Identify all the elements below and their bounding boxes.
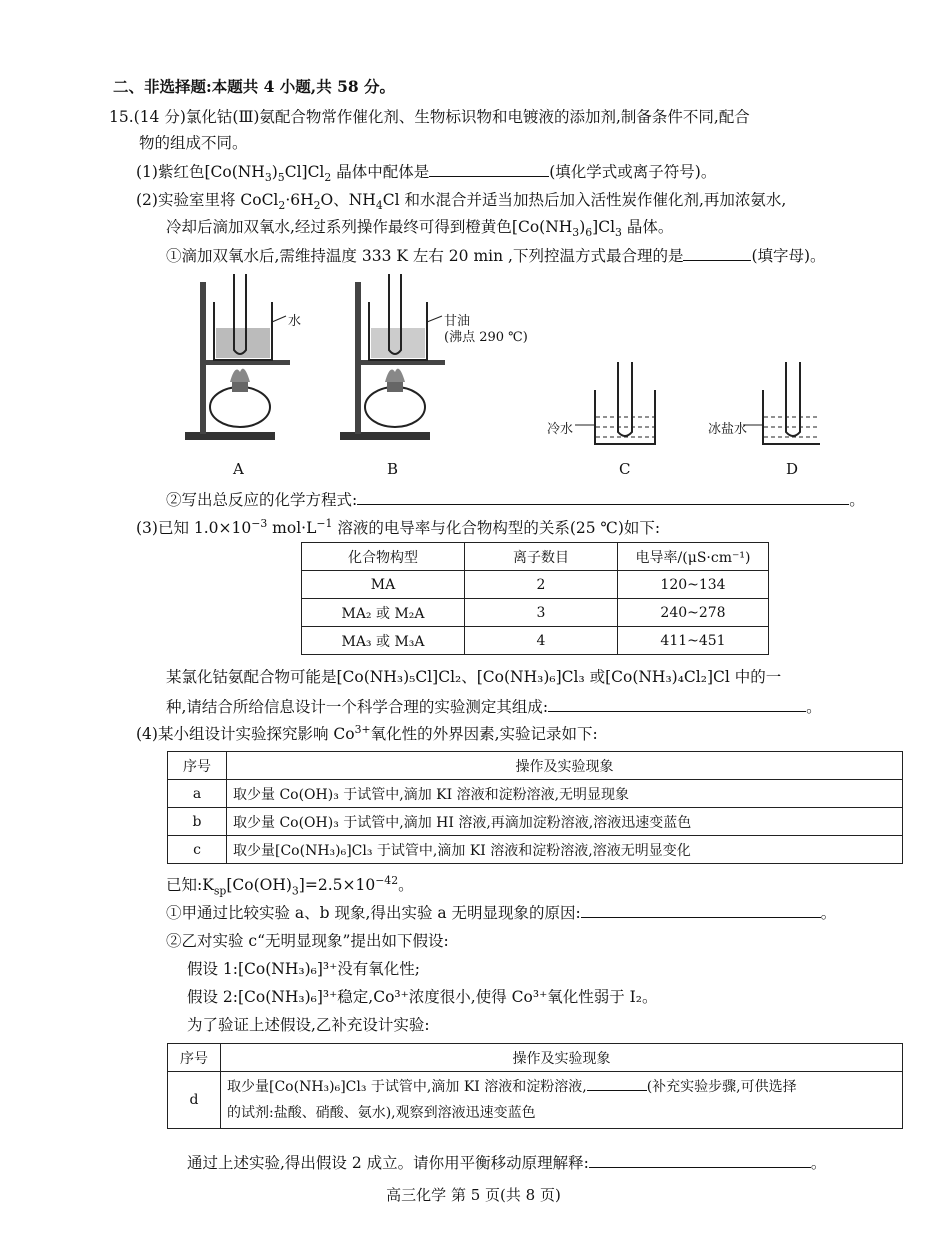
apparatus-a bbox=[185, 274, 290, 440]
table1-header: 电导率/(μS·cm⁻¹) bbox=[618, 543, 769, 571]
q15-part3-intro: (3)已知 $1.0\times 10^{-3}$ $mol\cdot L^{-1}$ 溶液的电导率与化合物构型的关系(25 ℃)如下: bbox=[136, 517, 661, 538]
option-c: C bbox=[619, 460, 631, 478]
q15-part4-q2: ②乙对实验 c“无明显现象”提出如下假设: bbox=[166, 932, 449, 950]
label-cold-water: 冷水 bbox=[547, 422, 574, 437]
q15-part2-line2: 冷却后滴加双氧水,经过系列操作最终可得到橙黄色$[Co(NH_3)_6]Cl_3$ 晶体。 bbox=[166, 218, 674, 240]
table1-cell: MA₃ 或 M₃A bbox=[302, 627, 465, 655]
supplement-table bbox=[167, 1043, 903, 1129]
section-title: 二、非选择题:本题共 4 小题,共 58 分。 bbox=[113, 77, 396, 96]
apparatus-c bbox=[575, 362, 655, 444]
option-d: D bbox=[786, 460, 799, 478]
table2-cell: 取少量 Co(OH)₃ 于试管中,滴加 KI 溶液和淀粉溶液,无明显现象 bbox=[227, 780, 903, 808]
table3-cell: d bbox=[168, 1072, 221, 1129]
q15-intro-line1: 15.(14 分)氯化钴(Ⅲ)氨配合物常作催化剂、生物标识物和电镀液的添加剂,制备条件不同,配合 bbox=[109, 108, 750, 126]
page-footer: 高三化学 第 5 页(共 8 页) bbox=[386, 1186, 561, 1204]
answer-blank-2-1[interactable] bbox=[683, 246, 751, 261]
q15-part2-q2: ②写出总反应的化学方程式: 。 bbox=[166, 491, 865, 509]
option-a: A bbox=[233, 460, 244, 478]
table2-cell: 取少量[Co(NH₃)₆]Cl₃ 于试管中,滴加 KI 溶液和淀粉溶液,溶液无明显变化 bbox=[227, 836, 903, 864]
q15-part4-intro: (4)某小组设计实验探究影响 $Co^{3+}$氧化性的外界因素,实验记录如下: bbox=[136, 723, 598, 744]
q15-part3-text2: 种,请结合所给信息设计一个科学合理的实验测定其组成: 。 bbox=[166, 698, 822, 716]
table3-header: 序号 bbox=[168, 1044, 221, 1072]
table1-cell: 411~451 bbox=[618, 627, 769, 655]
table2-cell: b bbox=[168, 808, 227, 836]
table2-header: 操作及实验现象 bbox=[227, 752, 903, 780]
hypothesis-1: 假设 1:[Co(NH₃)₆]³⁺没有氧化性; bbox=[187, 960, 421, 978]
answer-blank-4-2[interactable] bbox=[587, 1076, 647, 1091]
q15-part2-q1: ①滴加双氧水后,需维持温度 333 K 左右 20 min ,下列控温方式最合理的是 (填字母)。 bbox=[166, 247, 826, 265]
label-ice-salt-water: 冰盐水 bbox=[708, 422, 748, 437]
table2-cell: 取少量 Co(OH)₃ 于试管中,滴加 HI 溶液,再滴加淀粉溶液,溶液迅速变蓝色 bbox=[227, 808, 903, 836]
answer-blank-4-3[interactable] bbox=[589, 1153, 811, 1168]
table1-cell: 3 bbox=[465, 599, 618, 627]
hypothesis-2: 假设 2:[Co(NH₃)₆]³⁺稳定,Co³⁺浓度很小,使得 Co³⁺氧化性弱于 I₂。 bbox=[187, 988, 658, 1006]
q15-part1: (1)紫红色$[Co(NH_3)_5Cl]Cl_2$ 晶体中配体是 (填化学式或离子符号)。 bbox=[136, 163, 717, 185]
table1-cell: 120~134 bbox=[618, 571, 769, 599]
table1-header: 离子数目 bbox=[465, 543, 618, 571]
label-glycerol: 甘油 bbox=[444, 314, 471, 329]
answer-blank-3[interactable] bbox=[548, 697, 806, 712]
label-water: 水 bbox=[288, 314, 302, 329]
table3-header: 操作及实验现象 bbox=[221, 1044, 903, 1072]
answer-blank-1[interactable] bbox=[429, 162, 549, 177]
conductivity-table bbox=[301, 542, 769, 655]
table1-cell: MA bbox=[302, 571, 465, 599]
table1-header: 化合物构型 bbox=[302, 543, 465, 571]
experiment-table bbox=[167, 751, 903, 864]
ksp-given: 已知$:K_{sp}[Co(OH)_3]=2.5\times 10^{-42}$。 bbox=[166, 874, 414, 898]
q15-part2-line1: (2)实验室里将 $CoCl_2\cdot 6H_2O$、$NH_4Cl$ 和水混合并适当加热后加入活性炭作催化剂,再加浓氨水, bbox=[136, 191, 787, 213]
table1-cell: 2 bbox=[465, 571, 618, 599]
apparatus-figure bbox=[180, 272, 820, 482]
apparatus-d bbox=[743, 362, 820, 444]
option-b: B bbox=[387, 460, 399, 478]
label-boiling-point: (沸点 290 ℃) bbox=[444, 330, 528, 345]
table2-cell: c bbox=[168, 836, 227, 864]
table1-cell: 240~278 bbox=[618, 599, 769, 627]
table2-header: 序号 bbox=[168, 752, 227, 780]
table1-cell: MA₂ 或 M₂A bbox=[302, 599, 465, 627]
table1-cell: 4 bbox=[465, 627, 618, 655]
table2-cell: a bbox=[168, 780, 227, 808]
conclusion: 通过上述实验,得出假设 2 成立。请你用平衡移动原理解释: 。 bbox=[187, 1154, 827, 1172]
apparatus-b bbox=[340, 274, 445, 440]
verify-intro: 为了验证上述假设,乙补充设计实验: bbox=[187, 1016, 430, 1034]
q15-intro-line2: 物的组成不同。 bbox=[139, 134, 248, 152]
answer-blank-4-1[interactable] bbox=[581, 903, 821, 918]
q15-part3-text1: 某氯化钴氨配合物可能是[Co(NH₃)₅Cl]Cl₂、[Co(NH₃)₆]Cl₃ 或[Co(NH₃)₄Cl₂]Cl 中的一 bbox=[166, 668, 782, 686]
q15-part4-q1: ①甲通过比较实验 a、b 现象,得出实验 a 无明显现象的原因: 。 bbox=[166, 904, 837, 922]
answer-blank-2-2[interactable] bbox=[357, 490, 849, 505]
table3-cell: 取少量[Co(NH₃)₆]Cl₃ 于试管中,滴加 KI 溶液和淀粉溶液, (补充实验步骤,可供选择 的试剂:盐酸、硝酸、氨水),观察到溶液迅速变蓝色 bbox=[221, 1072, 903, 1129]
